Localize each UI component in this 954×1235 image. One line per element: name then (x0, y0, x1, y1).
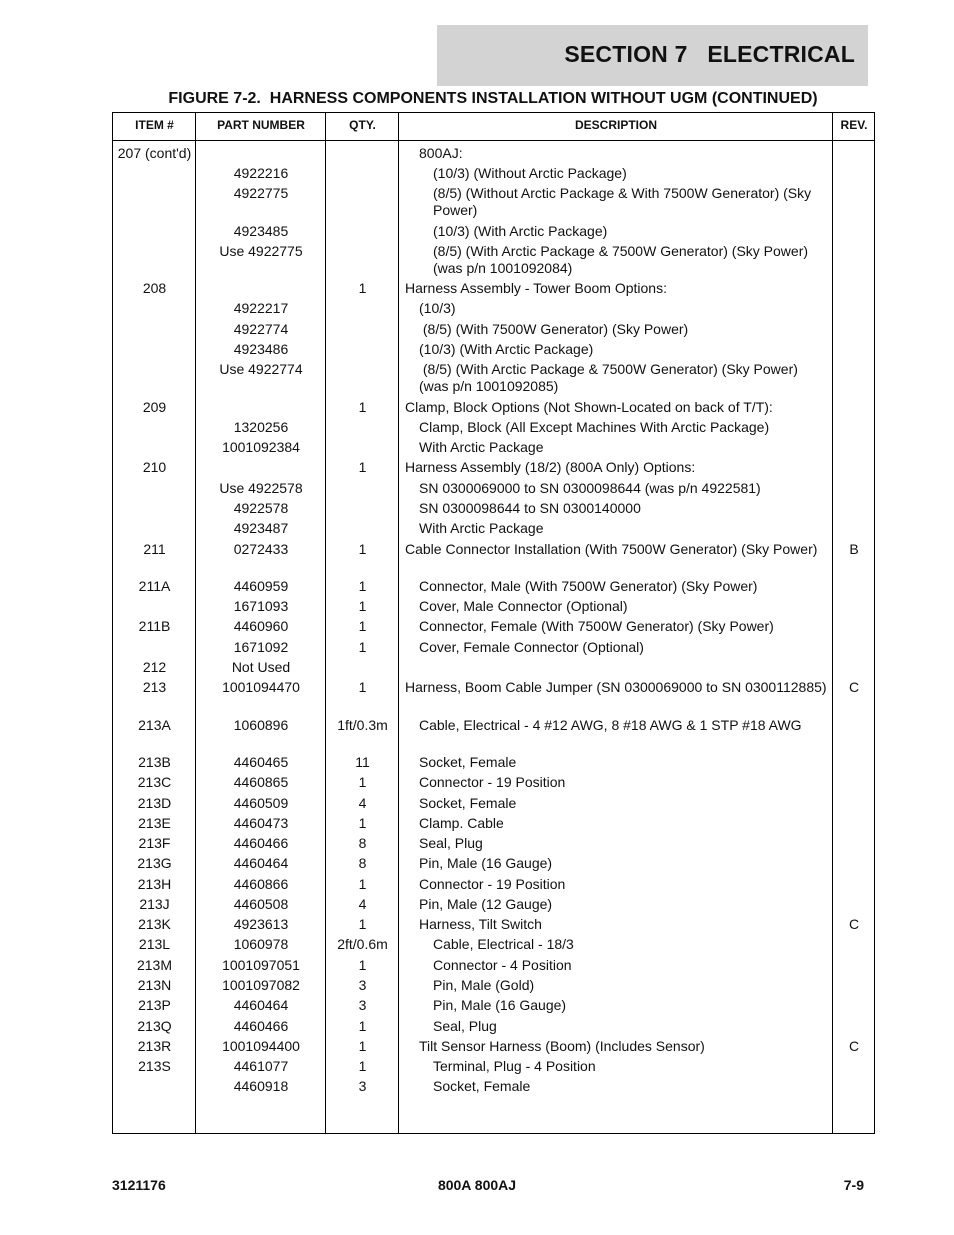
item-cell: 211B (138, 618, 171, 634)
item-cell: 213M (136, 957, 173, 973)
description-cell: Pin, Male (Gold) (433, 977, 535, 993)
part-number-cell: 1001094470 (222, 679, 300, 695)
qty-cell: 1 (358, 679, 367, 695)
item-cell: 213G (137, 855, 172, 871)
qty-cell: 1 (358, 280, 367, 296)
part-number-cell: 4923487 (233, 520, 289, 536)
item-cell: 213H (137, 876, 172, 892)
qty-cell: 1 (358, 1058, 367, 1074)
qty-cell: 2ft/0.6m (337, 936, 388, 952)
header-divider (113, 140, 874, 141)
part-number-cell: 1320256 (233, 419, 289, 435)
part-number-cell: 4460959 (233, 578, 289, 594)
qty-cell: 11 (355, 754, 370, 770)
footer-model: 800A 800AJ (437, 1177, 517, 1193)
description-cell: SN 0300069000 to SN 0300098644 (was p/n 4922581) (419, 480, 761, 496)
part-number-cell: 4460464 (233, 855, 289, 871)
part-number-cell: Not Used (231, 659, 291, 675)
qty-cell: 1 (358, 916, 367, 932)
description-cell: Cable, Electrical - 18/3 (433, 936, 574, 952)
parts-table (112, 112, 875, 1134)
qty-cell: 1 (358, 774, 367, 790)
description-cell: Socket, Female (419, 795, 517, 811)
qty-cell: 8 (358, 855, 367, 871)
qty-cell: 1 (358, 876, 367, 892)
description-cell: Clamp, Block (All Except Machines With Arctic Package) (419, 419, 770, 435)
description-cell: Harness Assembly (18/2) (800A Only) Options: (405, 459, 696, 475)
description-cell: Tilt Sensor Harness (Boom) (Includes Sensor) (419, 1038, 705, 1054)
description-cell: Connector - 19 Position (419, 774, 566, 790)
description-cell: 800AJ: (419, 145, 463, 161)
header-part-number: PART NUMBER (217, 118, 305, 132)
part-number-cell: 4460918 (233, 1078, 289, 1094)
description-cell: (10/3) (419, 300, 456, 316)
item-cell: 211 (143, 541, 166, 557)
description-cell: With Arctic Package (419, 520, 544, 536)
qty-cell: 1 (358, 541, 367, 557)
part-number-cell: 4922216 (233, 165, 289, 181)
item-cell: 213R (137, 1038, 172, 1054)
item-cell: 213D (137, 795, 172, 811)
part-number-cell: 1060896 (233, 717, 289, 733)
part-number-cell: 4923486 (233, 341, 289, 357)
part-number-cell: 4460466 (233, 1018, 289, 1034)
item-cell: 213S (138, 1058, 171, 1074)
description-cell: (8/5) (Without Arctic Package & With 7500W Generator) (Sky Power) (433, 185, 816, 218)
part-number-cell: 1001092384 (222, 439, 300, 455)
description-cell: SN 0300098644 to SN 0300140000 (419, 500, 641, 516)
part-number-cell: 1001094400 (222, 1038, 300, 1054)
rev-cell: C (848, 679, 860, 695)
part-number-cell: 4460865 (233, 774, 289, 790)
part-number-cell: 4923485 (233, 223, 289, 239)
item-cell: 212 (142, 659, 167, 675)
part-number-cell: 1060978 (233, 936, 289, 952)
item-cell: 213Q (137, 1018, 172, 1034)
qty-cell: 4 (358, 896, 367, 912)
description-cell: Clamp. Cable (419, 815, 504, 831)
part-number-cell: 4922774 (233, 321, 289, 337)
part-number-cell: 4460464 (233, 997, 289, 1013)
description-cell: Cover, Female Connector (Optional) (419, 639, 644, 655)
header-item: ITEM # (135, 118, 174, 132)
part-number-cell: 4460466 (233, 835, 289, 851)
part-number-cell: 4923613 (233, 916, 289, 932)
description-cell: Pin, Male (12 Gauge) (419, 896, 553, 912)
qty-cell: 3 (358, 977, 367, 993)
description-cell: (8/5) (With Arctic Package & 7500W Generator) (Sky Power) (was p/n 1001092084) (433, 243, 812, 276)
footer-page-number: 7-9 (843, 1177, 864, 1193)
description-cell: Cable, Electrical - 4 #12 AWG, 8 #18 AWG & 1 STP #18 AWG (419, 717, 802, 733)
qty-cell: 1 (358, 618, 367, 634)
item-cell: 213J (139, 896, 170, 912)
part-number-cell: 4922578 (233, 500, 289, 516)
part-number-cell: 4460465 (233, 754, 289, 770)
description-cell: Terminal, Plug - 4 Position (433, 1058, 596, 1074)
figure-title: FIGURE 7-2. HARNESS COMPONENTS INSTALLATION WITHOUT UGM (CONTINUED) (168, 90, 818, 107)
description-cell: With Arctic Package (419, 439, 544, 455)
description-cell: (8/5) (With Arctic Package & 7500W Generator) (Sky Power) (was p/n 1001092085) (419, 361, 802, 394)
item-cell: 213C (137, 774, 172, 790)
section-header (437, 25, 868, 86)
rev-cell: C (848, 916, 860, 932)
footer-document-number: 3121176 (112, 1177, 166, 1193)
item-cell: 213N (137, 977, 172, 993)
qty-cell: 1 (358, 957, 367, 973)
item-cell: 208 (142, 280, 167, 296)
qty-cell: 3 (358, 997, 367, 1013)
description-cell: Connector - 19 Position (419, 876, 566, 892)
item-cell: 213B (138, 754, 171, 770)
part-number-cell: 4922775 (233, 185, 289, 201)
part-number-cell: 4460473 (233, 815, 289, 831)
item-cell: 209 (142, 399, 167, 415)
part-number-cell: 1001097051 (222, 957, 300, 973)
description-cell: Socket, Female (433, 1078, 531, 1094)
part-number-cell: 4460866 (233, 876, 289, 892)
item-cell: 213E (138, 815, 171, 831)
description-cell: Seal, Plug (433, 1018, 497, 1034)
part-number-cell: 4461077 (233, 1058, 289, 1074)
part-number-cell: 1671092 (233, 639, 289, 655)
description-cell: Cover, Male Connector (Optional) (419, 598, 628, 614)
qty-cell: 1 (358, 1018, 367, 1034)
description-cell: Seal, Plug (419, 835, 483, 851)
description-cell: Cable Connector Installation (With 7500W Generator) (Sky Power) (405, 541, 818, 557)
part-number-cell: 1001097082 (222, 977, 300, 993)
description-cell: Socket, Female (419, 754, 517, 770)
item-cell: 207 (cont'd) (117, 145, 192, 161)
description-cell: Connector, Female (With 7500W Generator) (Sky Power) (419, 618, 774, 634)
item-cell: 213L (138, 936, 171, 952)
item-cell: 213 (142, 679, 167, 695)
item-cell: 213K (138, 916, 171, 932)
description-cell: Harness Assembly - Tower Boom Options: (405, 280, 667, 296)
rev-cell: C (848, 1038, 860, 1054)
qty-cell: 8 (358, 835, 367, 851)
item-cell: 213A (138, 717, 171, 733)
qty-cell: 1 (358, 578, 367, 594)
qty-cell: 1 (358, 1038, 367, 1054)
description-cell: Pin, Male (16 Gauge) (419, 855, 553, 871)
qty-cell: 1 (358, 598, 367, 614)
qty-cell: 1 (358, 815, 367, 831)
qty-cell: 1ft/0.3m (337, 717, 388, 733)
rev-cell: B (849, 541, 859, 557)
qty-cell: 1 (358, 639, 367, 655)
part-number-cell: 4460509 (233, 795, 289, 811)
description-cell: Harness, Tilt Switch (419, 916, 542, 932)
description-cell: (10/3) (With Arctic Package) (433, 223, 608, 239)
description-cell: (8/5) (With 7500W Generator) (Sky Power) (419, 321, 689, 337)
description-cell: (10/3) (With Arctic Package) (419, 341, 594, 357)
part-number-cell: 4922217 (233, 300, 289, 316)
part-number-cell: Use 4922774 (219, 361, 303, 377)
header-description: DESCRIPTION (574, 118, 657, 132)
qty-cell: 3 (358, 1078, 367, 1094)
qty-cell: 4 (358, 795, 367, 811)
part-number-cell: 1671093 (233, 598, 289, 614)
part-number-cell: Use 4922578 (219, 480, 303, 496)
header-qty: QTY. (349, 118, 376, 132)
part-number-cell: 4460960 (233, 618, 289, 634)
item-cell: 213F (138, 835, 171, 851)
description-cell: Harness, Boom Cable Jumper (SN 0300069000 to SN 0300112885) (405, 679, 827, 695)
description-cell: Pin, Male (16 Gauge) (433, 997, 567, 1013)
part-number-cell: 0272433 (233, 541, 289, 557)
description-cell: Connector - 4 Position (433, 957, 572, 973)
section-title: SECTION 7 ELECTRICAL (564, 41, 855, 67)
description-cell: (10/3) (Without Arctic Package) (433, 165, 627, 181)
part-number-cell: Use 4922775 (219, 243, 303, 259)
item-cell: 213P (138, 997, 171, 1013)
header-rev: REV. (840, 118, 868, 132)
item-cell: 211A (138, 578, 171, 594)
description-cell: Clamp, Block Options (Not Shown-Located on back of T/T): (405, 399, 773, 415)
description-cell: Connector, Male (With 7500W Generator) (Sky Power) (419, 578, 758, 594)
qty-cell: 1 (358, 399, 367, 415)
part-number-cell: 4460508 (233, 896, 289, 912)
item-cell: 210 (142, 459, 167, 475)
qty-cell: 1 (358, 459, 367, 475)
